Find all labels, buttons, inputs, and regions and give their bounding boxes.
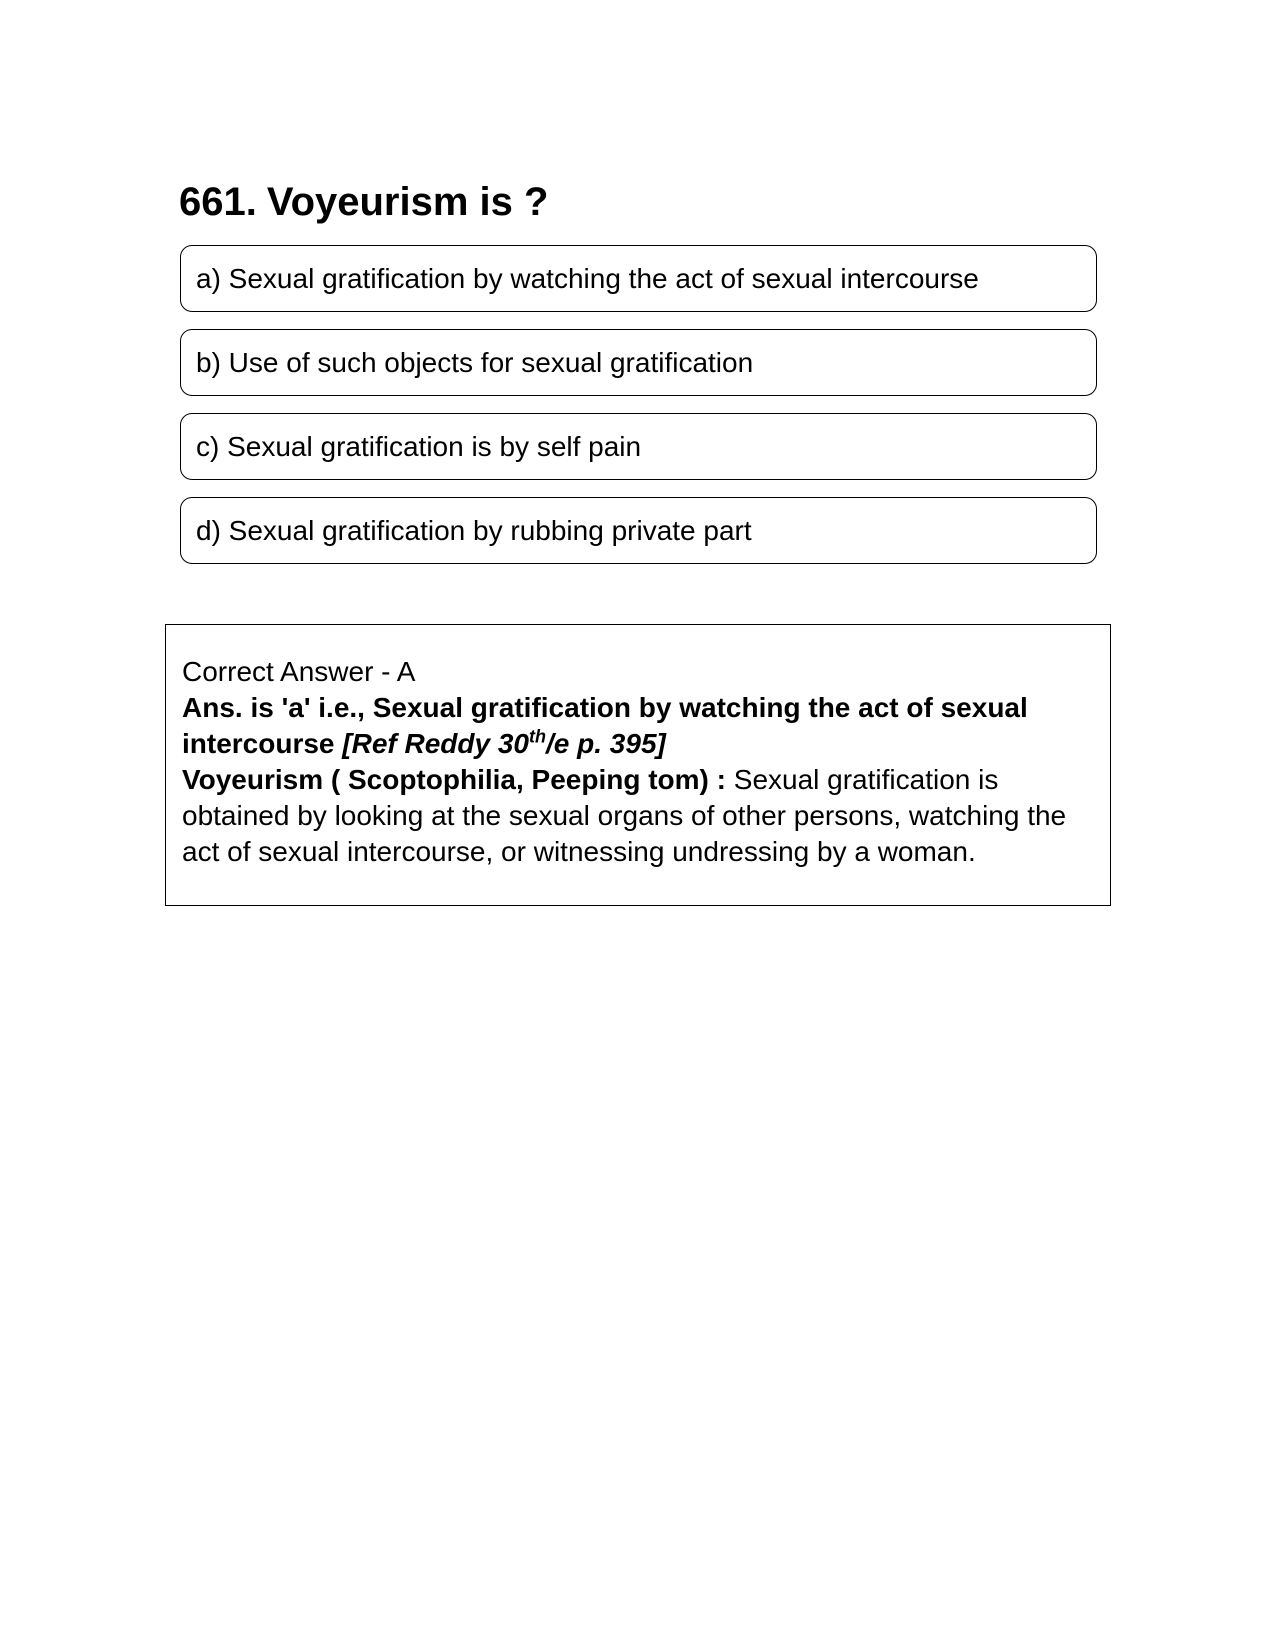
reference-superscript: th (529, 726, 546, 747)
answer-box (165, 624, 1111, 906)
option-a-label: a) Sexual gratification by watching the act of sexual intercourse (196, 262, 979, 294)
option-b-label: b) Use of such objects for sexual gratification (196, 346, 754, 378)
reference-prefix: [Ref Reddy 30 (342, 728, 529, 759)
explanation-text: Sexual gratification is obtained by looking at the sexual organs of other persons, watching the act of sexual intercourse, or witnessing undressing by a woman. (182, 764, 1067, 867)
explanation-paragraph (182, 762, 1095, 870)
question-title (179, 178, 548, 226)
explanation-term: Voyeurism ( Scoptophilia, Peeping tom) : (182, 764, 734, 795)
reference-suffix: /e p. 395] (546, 728, 666, 759)
option-d[interactable] (180, 497, 1097, 564)
option-d-label: d) Sexual gratification by rubbing private part (196, 514, 752, 546)
question-number: 661. (179, 180, 257, 224)
option-c[interactable] (180, 413, 1097, 480)
correct-answer-line: Correct Answer - A (182, 656, 416, 687)
question-text: Voyeurism is ? (266, 180, 549, 224)
option-c-label: c) Sexual gratification is by self pain (196, 430, 642, 462)
option-a[interactable] (180, 245, 1097, 312)
reference (342, 728, 666, 759)
answer-bold-text: Ans. is 'a' i.e., Sexual gratification by watching the act of sexual intercourse (182, 692, 1028, 759)
answer-statement (182, 690, 1095, 762)
option-b[interactable] (180, 329, 1097, 396)
